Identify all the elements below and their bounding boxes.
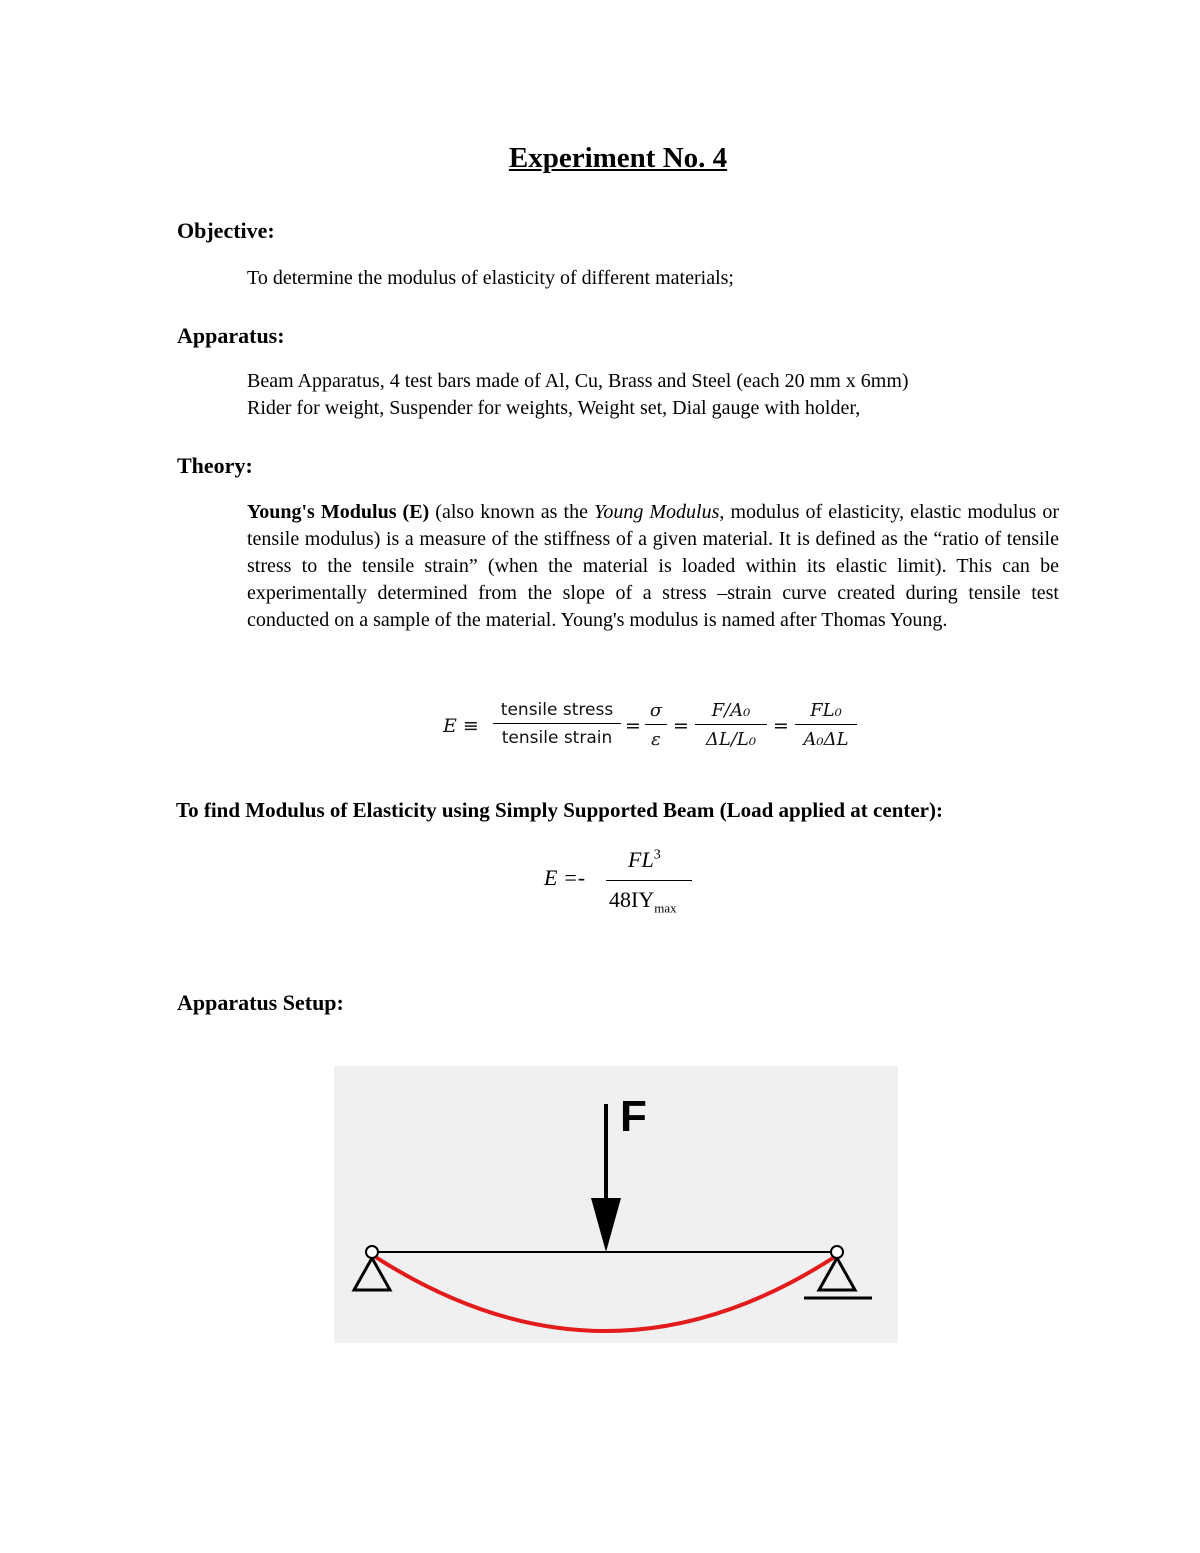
force-arrow-head xyxy=(591,1198,621,1252)
fraction-bar xyxy=(795,724,857,725)
equals-sign-1: = xyxy=(625,715,641,737)
fraction-bar xyxy=(493,723,621,724)
denominator-a0dl: A₀ΔL xyxy=(803,729,849,750)
equation-lhs: E ≡ xyxy=(443,715,479,737)
equation2-numerator: $FL^3$ xyxy=(628,847,661,872)
theory-text-1: (also known as the xyxy=(429,501,595,523)
equation2-fraction-bar xyxy=(606,880,692,881)
beam-modulus-equation xyxy=(540,843,700,923)
equals-sign-2: = xyxy=(673,715,689,737)
objective-heading: Objective: xyxy=(177,218,275,243)
fraction-fl0-a0dl xyxy=(795,700,857,750)
fraction-bar xyxy=(645,724,667,725)
apparatus-heading: Apparatus: xyxy=(177,323,285,348)
fraction-force-area xyxy=(695,700,767,750)
beam-diagram-svg xyxy=(334,1066,898,1343)
theory-paragraph xyxy=(247,499,1059,634)
fraction-sigma-epsilon xyxy=(645,700,667,750)
equation2-denominator: $48IY_{max}$ xyxy=(609,887,677,916)
equals-sign-3: = xyxy=(773,715,789,737)
numerator-f-over-a0: F/A₀ xyxy=(711,700,751,721)
denominator-dl-over-l0: ΔL/L₀ xyxy=(705,729,757,750)
theory-text-2: , modulus of elasticity, elastic modulus or tensile modulus) is a measure of the stiffness of a given material. It is defined as the “ratio of tensile stress to the tensile strain” (when the material is loaded within its elastic limit). This can be experimentally determined from the slope of a stress –strain curve created during tensile test conducted on a sample of the material. Young's modulus is named after Thomas Young. xyxy=(247,501,1059,631)
objective-text: To determine the modulus of elasticity of different materials; xyxy=(247,267,734,289)
page-title: Experiment No. 4 xyxy=(508,142,728,174)
right-pin-icon xyxy=(831,1246,843,1258)
fraction-stress-strain xyxy=(493,700,621,748)
equation2-lhs: E =- xyxy=(544,865,586,890)
youngs-modulus-equation xyxy=(443,700,863,756)
numerator-sigma: σ xyxy=(649,700,663,721)
apparatus-line-2: Rider for weight, Suspender for weights, Weight set, Dial gauge with holder, xyxy=(247,397,861,419)
beam-diagram xyxy=(334,1066,898,1343)
theory-heading: Theory: xyxy=(177,453,253,478)
denominator-epsilon: ε xyxy=(651,729,661,750)
fraction-bar xyxy=(695,724,767,725)
left-pin-icon xyxy=(366,1246,378,1258)
beam-method-heading: To find Modulus of Elasticity using Simply Supported Beam (Load applied at center): xyxy=(176,798,943,822)
setup-heading: Apparatus Setup: xyxy=(177,990,344,1015)
numerator-tensile-stress: tensile stress xyxy=(500,700,614,720)
young-modulus-italic: Young Modulus xyxy=(594,501,720,523)
denominator-tensile-strain: tensile strain xyxy=(501,728,613,748)
numerator-fl0: FL₀ xyxy=(810,700,842,721)
force-label: F xyxy=(620,1092,647,1141)
apparatus-line-1: Beam Apparatus, 4 test bars made of Al, Cu, Brass and Steel (each 20 mm x 6mm) xyxy=(247,370,909,392)
deflection-curve xyxy=(374,1256,836,1331)
youngs-modulus-term: Young's Modulus (E) xyxy=(247,501,430,523)
